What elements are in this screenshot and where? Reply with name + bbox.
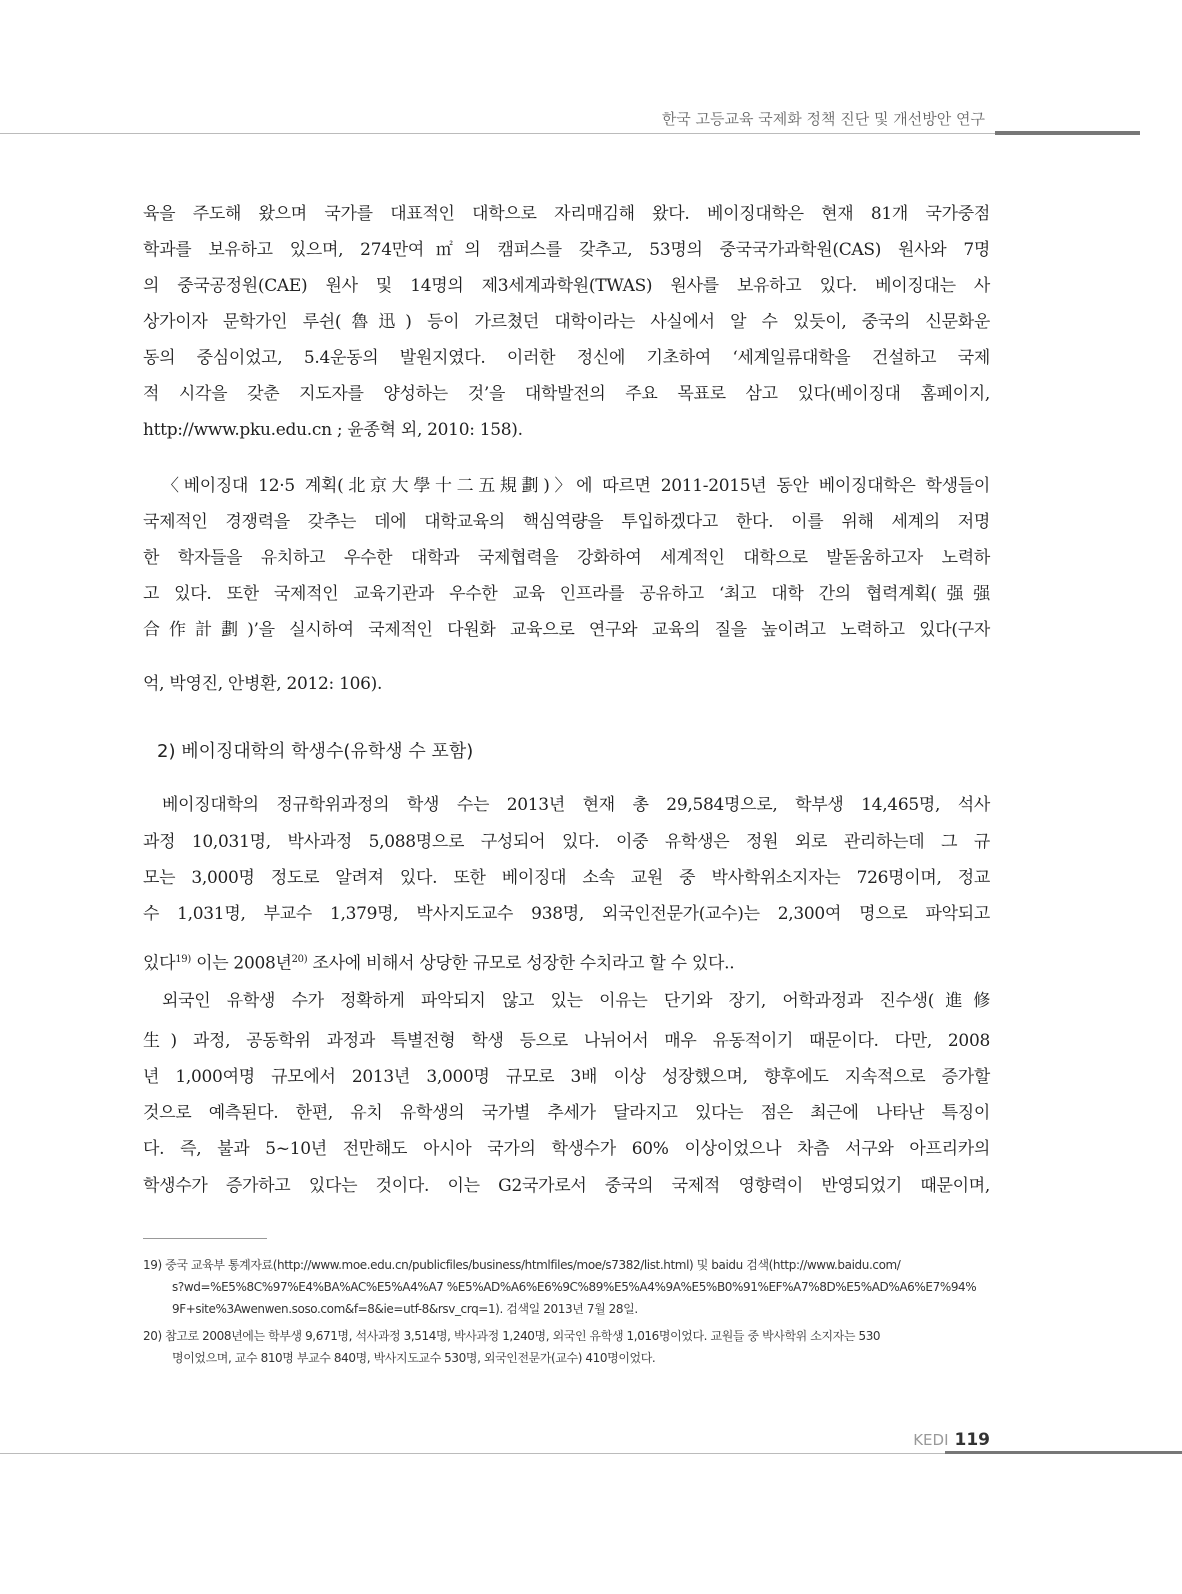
- body-line: 모는 3,000명 정도로 알려져 있다. 또한 베이징대 소속 교원 중 박사학위소지자는 726명이며, 정교: [143, 868, 990, 888]
- body-line: 적 시각을 갖춘 지도자를 양성하는 것’을 대학발전의 주요 목표로 삼고 있다(베이징대 홈페이지,: [143, 384, 990, 404]
- body-line: 억, 박영진, 안병환, 2012: 106).: [143, 674, 383, 694]
- body-line: 동의 중심이었고, 5.4운동의 발원지였다. 이러한 정신에 기초하여 ‘세계일류대학을 건설하고 국제: [143, 348, 990, 368]
- body-line: 의 중국공정원(CAE) 원사 및 14명의 제3세계과학원(TWAS) 원사를 보유하고 있다. 베이징대는 사: [143, 276, 990, 296]
- footer-brand: KEDI: [913, 1431, 949, 1449]
- body-line: 베이징대학의 정규학위과정의 학생 수는 2013년 현재 총 29,584명으로, 학부생 14,465명, 석사: [162, 795, 990, 815]
- footnote-ref-20[interactable]: 20): [291, 954, 308, 965]
- body-line: 상가이자 문학가인 루쉰(魯迅) 등이 가르쳤던 대학이라는 사실에서 알 수 있듯이, 중국의 신문화운: [143, 312, 990, 332]
- body-line: 국제적인 경쟁력을 갖추는 데에 대학교육의 핵심역량을 투입하겠다고 한다. 이를 위해 세계의 저명: [143, 512, 991, 532]
- text: 있다: [143, 953, 176, 974]
- section-heading: 2) 베이징대학의 학생수(유학생 수 포함): [157, 741, 474, 762]
- body-line: 수 1,031명, 부교수 1,379명, 박사지도교수 938명, 외국인전문가(교수)는 2,300여 명으로 파악되고: [143, 904, 990, 924]
- body-line: http://www.pku.edu.cn ; 윤종혁 외, 2010: 158).: [143, 420, 523, 440]
- header-accent-bar: [995, 131, 1140, 135]
- body-line: 년 1,000여명 규모에서 2013년 3,000명 규모로 3배 이상 성장했으며, 향후에도 지속적으로 증가할: [143, 1067, 990, 1087]
- body-line: 것으로 예측된다. 한편, 유치 유학생의 국가별 추세가 달라지고 있다는 점은 최근에 나타난 특징이: [143, 1103, 990, 1123]
- body-line: [143, 949, 990, 975]
- body-line: 학과를 보유하고 있으며, 274만여㎡의 캠퍼스를 갖추고, 53명의 중국국가과학원(CAS) 원사와 7명: [143, 240, 990, 260]
- body-line: 과정 10,031명, 박사과정 5,088명으로 구성되어 있다. 이중 유학생은 정원 외로 관리하는데 그 규: [143, 832, 990, 852]
- footnote-20: 20) 참고로 2008년에는 학부생 9,671명, 석사과정 3,514명, 박사과정 1,240명, 외국인 유학생 1,016명이었다. 교원들 중 박사학위 소지자는 530: [143, 1329, 881, 1343]
- footnote-ref-19[interactable]: 19): [175, 954, 191, 965]
- footnote-19: 19) 중국 교육부 통계자료(http://www.moe.edu.cn/publicfiles/business/htmlfiles/moe/s7382/list.html) 및 baidu 검색(http://www.baidu.com/: [143, 1258, 901, 1272]
- running-header: 한국 고등교육 국제화 정책 진단 및 개선방안 연구: [661, 110, 985, 128]
- footnote-19: 9F+site%3Awenwen.soso.com&f=8&ie=utf-8&rsv_crq=1). 검색일 2013년 7월 28일.: [172, 1302, 638, 1316]
- footnote-20: 명이었으며, 교수 810명 부교수 840명, 박사지도교수 530명, 외국인전문가(교수) 410명이었다.: [172, 1351, 656, 1365]
- body-line: 다. 즉, 불과 5~10년 전만해도 아시아 국가의 학생수가 60% 이상이었으나 차츰 서구와 아프리카의: [143, 1139, 990, 1159]
- page-number: 119: [954, 1430, 990, 1450]
- body-line: 生) 과정, 공동학위 과정과 특별전형 학생 등으로 나뉘어서 매우 유동적이기 때문이다. 다만, 2008: [143, 1031, 990, 1051]
- footer-accent-bar: [945, 1451, 1182, 1454]
- footer-divider: [0, 1453, 945, 1454]
- text: 이는 2008년: [190, 953, 292, 974]
- body-line: 合作計劃)’을 실시하여 국제적인 다원화 교육으로 연구와 교육의 질을 높이려고 노력하고 있다(구자: [143, 620, 990, 640]
- body-line: 〈베이징대 12·5 계획(北京大學十二五規劃)〉에 따르면 2011-2015년 동안 베이징대학은 학생들이: [162, 476, 990, 496]
- page-footer: [880, 1430, 990, 1450]
- body-line: 한 학자들을 유치하고 우수한 대학과 국제협력을 강화하여 세계적인 대학으로 발돋움하고자 노력하: [143, 548, 990, 568]
- footnote-19: s?wd=%E5%8C%97%E4%BA%AC%E5%A4%A7 %E5%AD%A6%E6%9C%89%E5%A4%9A%E5%B0%91%EF%A7%8D%E5%AD%A6%E7%94%: [172, 1280, 977, 1294]
- body-line: 육을 주도해 왔으며 국가를 대표적인 대학으로 자리매김해 왔다. 베이징대학은 현재 81개 국가중점: [143, 204, 990, 224]
- body-line: 고 있다. 또한 국제적인 교육기관과 우수한 교육 인프라를 공유하고 ‘최고 대학 간의 협력계획(强强: [143, 584, 990, 604]
- footnote-divider: [143, 1238, 267, 1239]
- header-divider: [0, 133, 1140, 134]
- body-line: 외국인 유학생 수가 정확하게 파악되지 않고 있는 이유는 단기와 장기, 어학과정과 진수생(進修: [162, 991, 990, 1011]
- body-line: 학생수가 증가하고 있다는 것이다. 이는 G2국가로서 중국의 국제적 영향력이 반영되었기 때문이며,: [143, 1176, 990, 1196]
- text: 조사에 비해서 상당한 규모로 성장한 수치라고 할 수 있다..: [307, 953, 735, 974]
